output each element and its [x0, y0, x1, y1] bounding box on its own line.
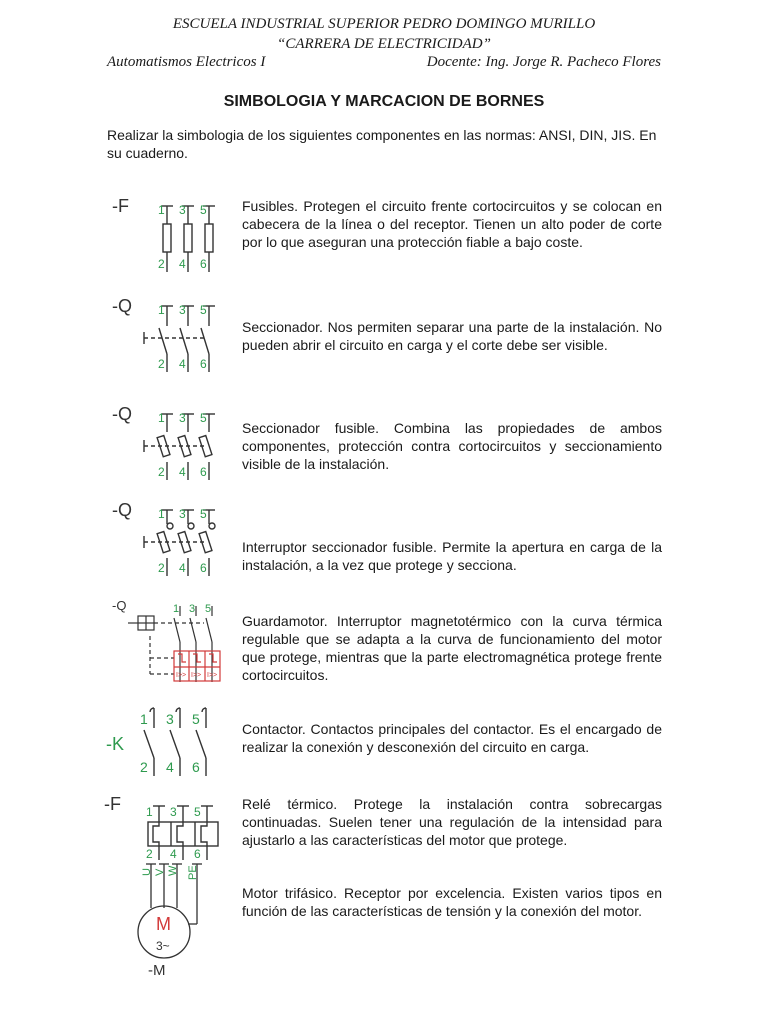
terminal-label: 6: [192, 759, 200, 775]
svg-text:I>>: I>>: [191, 672, 202, 679]
designator-label: -Q: [112, 296, 132, 316]
component-row-thermal-relay: [0, 790, 768, 864]
component-description: Contactor. Contactos principales del contactor. Es el encargado de realizar la conexión y desconexión del circuito en carga.: [242, 721, 662, 755]
terminal-label: 2: [146, 847, 153, 861]
designator-label: -Q: [112, 404, 132, 424]
designator-label: -F: [112, 196, 129, 216]
terminal-label: 6: [200, 561, 207, 575]
terminal-label: V: [154, 868, 166, 876]
designator-label: -F: [104, 794, 121, 814]
component-row-fuse-disconnector: [0, 400, 768, 490]
terminal-label: 3: [166, 711, 174, 727]
page-title: SIMBOLOGIA Y MARCACION DE BORNES: [223, 93, 545, 110]
terminal-label: U: [141, 868, 153, 876]
terminal-label: 5: [200, 507, 207, 521]
component-description: Seccionador. Nos permiten separar una parte de la instalación. No pueden abrir el circuito en carga y el corte debe ser visible.: [242, 319, 662, 353]
component-row-motor: [0, 862, 768, 980]
school-name: ESCUELA INDUSTRIAL SUPERIOR PEDRO DOMINGO MURILLO: [172, 16, 596, 32]
designator-label: -M: [148, 962, 166, 979]
terminal-label: 5: [205, 603, 212, 615]
terminal-label: 6: [200, 357, 207, 371]
designator-label: -Q: [112, 500, 132, 520]
designator-label: -Q: [112, 598, 127, 613]
motor-letter: M: [156, 914, 171, 934]
terminal-label: 4: [179, 561, 186, 575]
intro-text: Realizar la simbologia de los siguientes componentes en las normas: ANSI, DIN, JIS. En su cuaderno.: [107, 127, 657, 161]
terminal-label: 5: [194, 805, 201, 819]
terminal-label: 3: [170, 805, 177, 819]
terminal-label: 2: [158, 257, 165, 271]
terminal-label: 1: [158, 303, 165, 317]
terminal-label: 4: [170, 847, 177, 861]
terminal-label: 2: [158, 561, 165, 575]
component-row-fuses: [0, 192, 768, 282]
component-description: Seccionador fusible. Combina las propiedades de ambos componentes, protección contra cortocircuitos y seccionamiento visible de la instalación.: [242, 420, 662, 472]
motor-protector-symbol: [104, 596, 224, 686]
terminal-label: 1: [173, 603, 180, 615]
component-description: Motor trifásico. Receptor por excelencia. Existen varios tipos en función de las características de tensión y la conexión del motor.: [242, 885, 662, 919]
fuse-symbol: [104, 192, 224, 278]
terminal-label: 1: [158, 411, 165, 425]
component-row-disconnector: [0, 292, 768, 382]
component-description: Relé térmico. Protege la instalación contra sobrecargas continuadas. Suelen tener una regulación de la intensidad para ajustarlo a las características del motor que protege.: [242, 796, 662, 848]
terminal-label: W: [167, 865, 179, 876]
terminal-label: 3: [179, 507, 186, 521]
svg-text:I>>: I>>: [176, 672, 187, 679]
terminal-label: 4: [166, 759, 174, 775]
terminal-label: 2: [158, 357, 165, 371]
disconnector-symbol: [104, 292, 224, 378]
terminal-label: 6: [200, 465, 207, 479]
fuse-disconnector-symbol: [104, 400, 224, 486]
motor-symbol: [104, 862, 224, 980]
terminal-label: 4: [179, 257, 186, 271]
designator-label: -K: [106, 734, 124, 754]
terminal-label: 4: [179, 357, 186, 371]
terminal-label: 3: [179, 303, 186, 317]
component-description: Fusibles. Protegen el circuito frente cortocircuitos y se colocan en cabecera de la línea o del receptor. Tienen un alto poder de corte por lo que aseguran una protección fiable a bajo coste.: [242, 198, 662, 250]
component-description: Guardamotor. Interruptor magnetotérmico con la curva térmica regulable que se adapta a la curva de funcionamiento del motor que protege, mientras que la parte electromagnética protege frente cortocircuitos.: [242, 613, 662, 683]
svg-text:I>>: I>>: [207, 672, 218, 679]
terminal-label: PE: [187, 865, 199, 880]
terminal-label: 5: [200, 411, 207, 425]
motor-phase: 3~: [156, 939, 170, 953]
terminal-label: 1: [146, 805, 153, 819]
terminal-label: 5: [192, 711, 200, 727]
component-description: Interruptor seccionador fusible. Permite la apertura en carga de la instalación, a la vez que protege y secciona.: [242, 539, 662, 573]
component-row-contactor: [0, 700, 768, 782]
terminal-label: 3: [189, 603, 196, 615]
teacher-name: Docente: Ing. Jorge R. Pacheco Flores: [426, 54, 661, 70]
terminal-label: 1: [158, 203, 165, 217]
component-row-motor-protector: [0, 596, 768, 688]
fuse-switch-disconnector-symbol: [104, 496, 224, 582]
terminal-label: 5: [200, 203, 207, 217]
terminal-label: 6: [194, 847, 201, 861]
career-name: “CARRERA DE ELECTRICIDAD”: [277, 36, 491, 52]
terminal-label: 4: [179, 465, 186, 479]
terminal-label: 1: [158, 507, 165, 521]
thermal-relay-symbol: [104, 790, 224, 864]
terminal-label: 3: [179, 203, 186, 217]
terminal-label: 2: [158, 465, 165, 479]
contactor-symbol: [104, 700, 224, 780]
terminal-label: 2: [140, 759, 148, 775]
component-row-fuse-switch-disconnector: [0, 496, 768, 586]
terminal-label: 3: [179, 411, 186, 425]
course-name: Automatismos Electricos I: [107, 54, 266, 70]
terminal-label: 6: [200, 257, 207, 271]
terminal-label: 5: [200, 303, 207, 317]
terminal-label: 1: [140, 711, 148, 727]
